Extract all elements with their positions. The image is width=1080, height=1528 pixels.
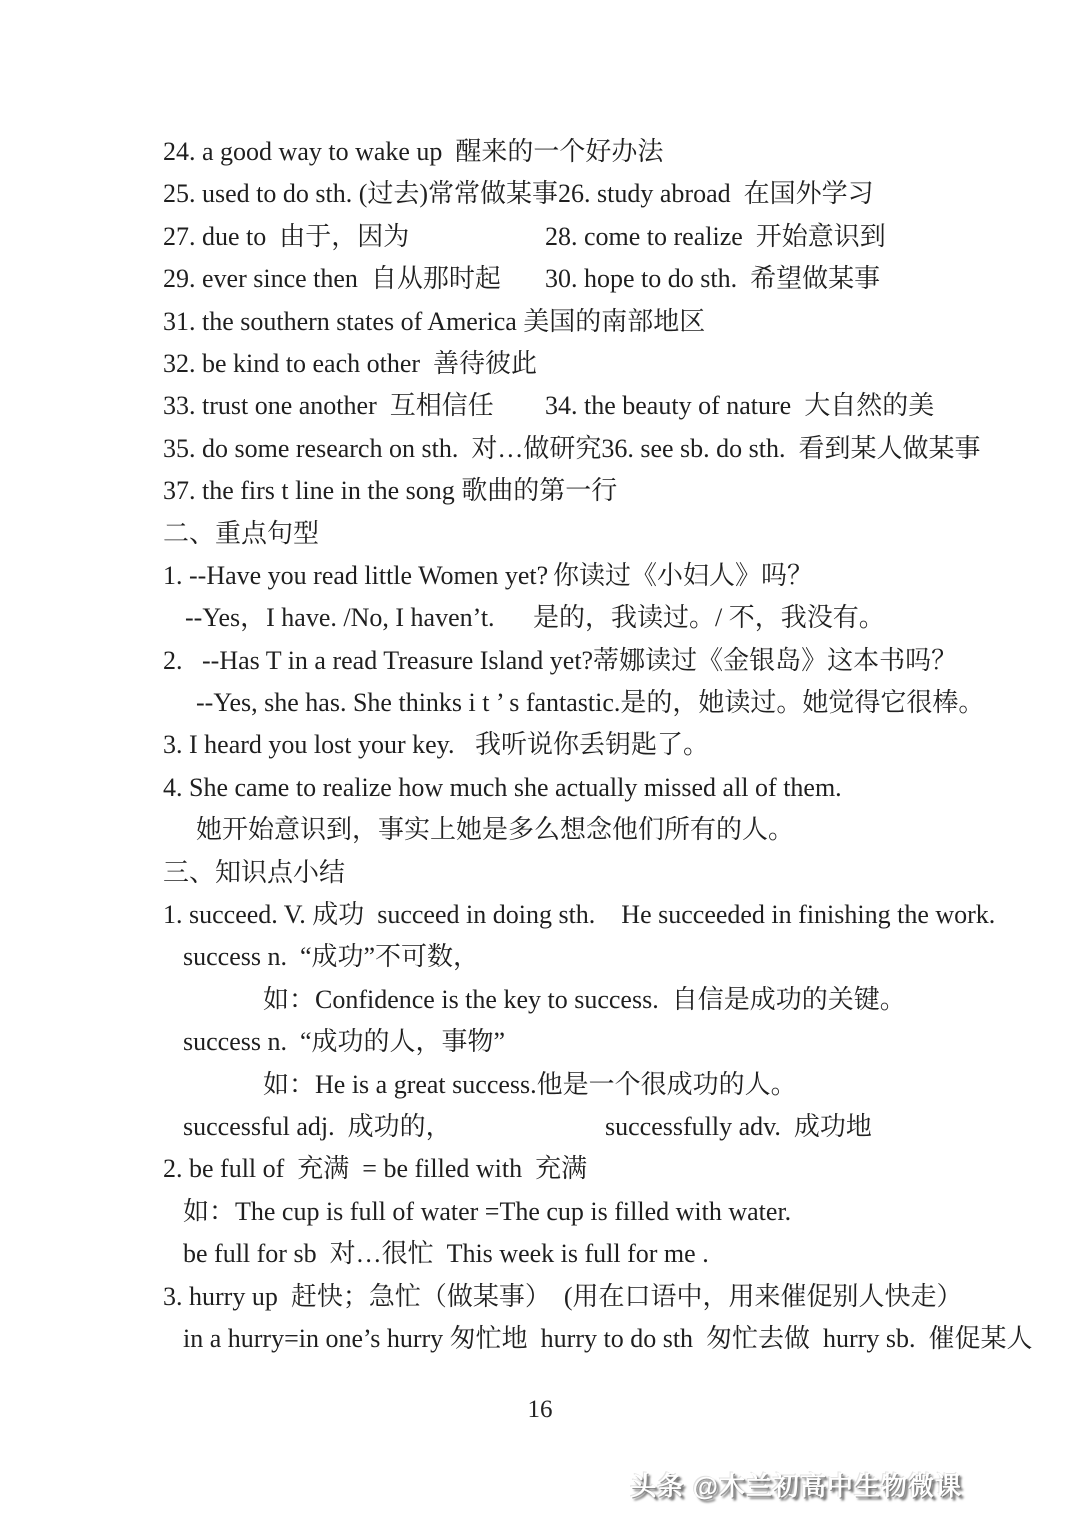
note-line-be-full-for: [163, 1233, 1063, 1275]
note-line-success-n2: [163, 1021, 1063, 1063]
note-successful-adj: successful adj. 成功的，: [183, 1111, 452, 1141]
toutiao-watermark: 头条 @木兰初高中生物微课: [630, 1471, 962, 1501]
sentence-1-en: 1. --Have you read little Women yet?: [163, 560, 549, 590]
phrase-31: 31. the southern states of America 美国的南部地区: [163, 306, 706, 336]
phrase-line-27-28: [163, 216, 1063, 258]
note-line-in-a-hurry: [163, 1318, 1063, 1360]
note-example-confidence: 如：Confidence is the key to success. 自信是成功的关键。: [263, 984, 906, 1014]
sentence-line-2: [163, 640, 1063, 682]
sentence-1-answer-zh: 是的，我读过。/ 不，我没有。: [533, 603, 885, 633]
sentence-4-en: 4. She came to realize how much she actually missed all of them.: [163, 772, 842, 802]
note-line-be-full-of: [163, 1148, 1063, 1190]
section2-heading-line: [163, 513, 1063, 555]
note-line-example-great-success: [163, 1064, 1063, 1106]
phrase-line-32: [163, 343, 1063, 385]
phrase-line-37: [163, 470, 1063, 512]
phrase-line-24: [163, 131, 1063, 173]
note-example-cup: 如：The cup is full of water =The cup is filled with water.: [183, 1196, 792, 1226]
sentence-3-en: 3. I heard you lost your key.: [163, 730, 455, 760]
sentence-2-en: 2. --Has T in a read Treasure Island yet?: [163, 645, 594, 675]
note-line-example-cup: [163, 1191, 1063, 1233]
phrase-35: 35. do some research on sth. 对…做研究: [163, 433, 602, 463]
sentence-line-4: [163, 767, 1063, 809]
document-body: [163, 131, 1063, 1360]
note-in-a-hurry: in a hurry=in one’s hurry 匆忙地 hurry to do sth 匆忙去做 hurry sb. 催促某人: [183, 1323, 1033, 1353]
page-number: 16: [527, 1396, 553, 1423]
note-line-successful-adj: [163, 1106, 1063, 1148]
phrase-32: 32. be kind to each other 善待彼此: [163, 348, 538, 378]
sentence-line-4-translation: [163, 809, 1063, 851]
sentence-1-zh: 你读过《小妇人》吗？: [553, 560, 814, 590]
note-hurry-up: 3. hurry up 赶快；急忙（做某事） (用在口语中，用来催促别人快走）: [163, 1281, 963, 1311]
phrase-line-31: [163, 301, 1063, 343]
sentence-2-answer-en: --Yes, she has. She thinks i t ’ s fantastic.: [196, 688, 621, 718]
section2-heading: 二、重点句型: [163, 518, 320, 548]
sentence-2-answer-zh: 是的，她读过。她觉得它很棒。: [620, 688, 985, 718]
sentence-line-1-answer: [163, 597, 1063, 639]
phrase-24: 24. a good way to wake up 醒来的一个好办法: [163, 137, 664, 166]
phrase-27: 27. due to 由于，因为: [163, 221, 410, 251]
phrase-34: 34. the beauty of nature 大自然的美: [545, 391, 935, 421]
note-line-succeed: [163, 894, 1063, 936]
phrase-line-25-26: [163, 173, 1063, 215]
phrase-30: 30. hope to do sth. 希望做某事: [545, 264, 881, 294]
phrase-33: 33. trust one another 互相信任: [163, 391, 494, 421]
sentence-4-zh: 她开始意识到，事实上她是多么想念他们所有的人。: [196, 815, 795, 845]
phrase-29: 29. ever since then 自从那时起: [163, 264, 501, 294]
phrase-28: 28. come to realize 开始意识到: [545, 221, 886, 251]
phrase-37: 37. the firs t line in the song 歌曲的第一行: [163, 476, 618, 506]
phrase-line-29-30: [163, 258, 1063, 300]
phrase-36: 36. see sb. do sth. 看到某人做某事: [601, 433, 981, 463]
phrase-26: 26. study abroad 在国外学习: [558, 179, 874, 209]
sentence-1-answer-en: --Yes，I have. /No, I haven’t.: [185, 603, 495, 633]
note-success-n2: success n. “成功的人，事物”: [183, 1027, 506, 1057]
note-example-great-success: 如：He is a great success.他是一个很成功的人。: [263, 1069, 797, 1099]
phrase-line-35-36: [163, 428, 1063, 470]
note-be-full-of: 2. be full of 充满 = be filled with 充满: [163, 1154, 588, 1184]
sentence-line-3: [163, 724, 1063, 766]
note-success-n1: success n. “成功”不可数，: [183, 942, 480, 972]
sentence-2-zh: 蒂娜读过《金银岛》这本书吗？: [593, 645, 958, 675]
phrase-line-33-34: [163, 385, 1063, 427]
section3-heading: 三、知识点小结: [163, 857, 346, 887]
phrase-25: 25. used to do sth. (过去)常常做某事: [163, 179, 559, 209]
sentence-line-2-answer: [163, 682, 1063, 724]
note-line-success-n1: [163, 936, 1063, 978]
note-succeed: 1. succeed. V. 成功 succeed in doing sth. He succeeded in finishing the work.: [163, 900, 996, 930]
note-successfully-adv: successfully adv. 成功地: [605, 1111, 872, 1141]
note-line-example-confidence: [163, 979, 1063, 1021]
note-line-hurry-up: [163, 1276, 1063, 1318]
section3-heading-line: [163, 852, 1063, 894]
note-be-full-for: be full for sb 对…很忙 This week is full for me .: [183, 1239, 709, 1269]
sentence-line-1: [163, 555, 1063, 597]
sentence-3-zh: 我听说你丢钥匙了。: [475, 730, 710, 760]
